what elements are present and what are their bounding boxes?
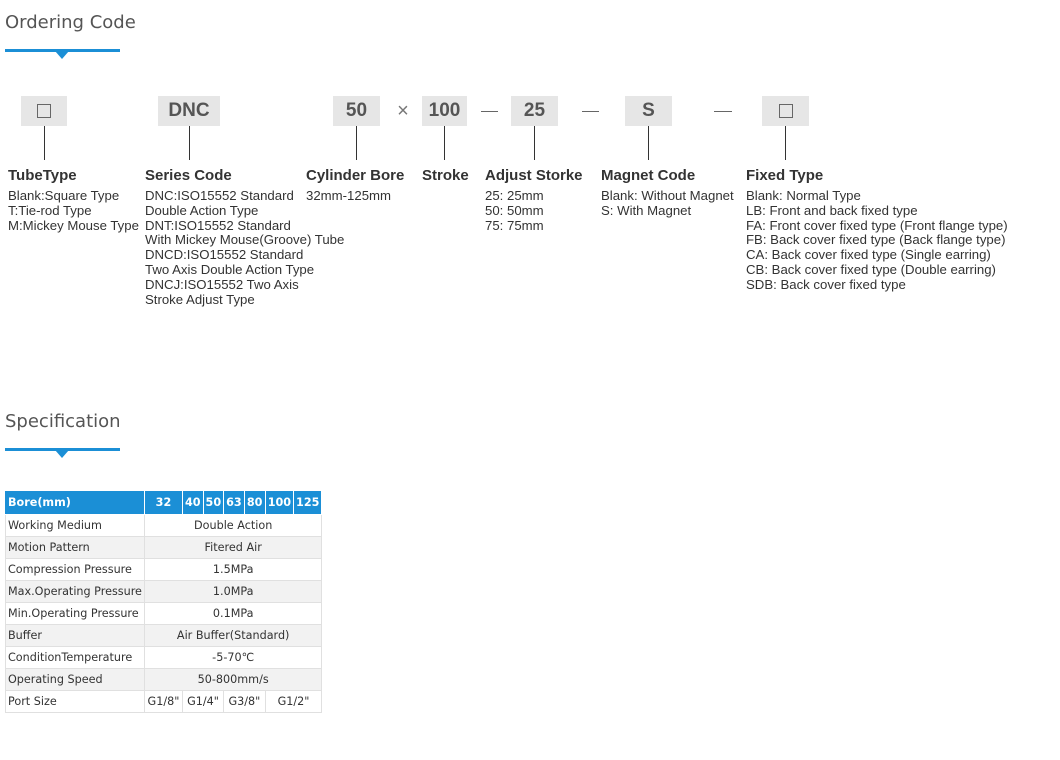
port-size-value: G1/2" xyxy=(265,691,322,713)
column-heading: Series Code xyxy=(145,167,232,184)
column-heading: Cylinder Bore xyxy=(306,167,405,184)
port-size-value: G1/8" xyxy=(144,691,182,713)
row-value: Fitered Air xyxy=(144,537,321,559)
dash-separator xyxy=(582,111,599,112)
bore-header-cell: 40 xyxy=(182,491,203,515)
fixed-type-column xyxy=(746,167,1008,293)
row-label: Working Medium xyxy=(6,515,145,537)
column-line: Two Axis Double Action Type xyxy=(145,261,315,277)
row-label: Max.Operating Pressure xyxy=(6,581,145,603)
connector-line xyxy=(356,126,357,160)
table-row xyxy=(6,515,322,537)
bore-header-cell: 32 xyxy=(144,491,182,515)
column-line: M:Mickey Mouse Type xyxy=(8,217,139,233)
table-row xyxy=(6,669,322,691)
table-row xyxy=(6,647,322,669)
port-size-value: G3/8" xyxy=(224,691,266,713)
specification-table xyxy=(5,490,322,713)
blank-square-icon xyxy=(779,104,793,118)
ordering-code-arrow-icon xyxy=(55,51,69,59)
column-line: Blank:Square Type xyxy=(8,188,120,203)
blank-square-icon xyxy=(37,104,51,118)
column-line: Blank: Normal Type xyxy=(746,188,861,203)
row-label: Compression Pressure xyxy=(6,559,145,581)
row-value: -5-70℃ xyxy=(144,647,321,669)
column-line: 25: 25mm xyxy=(485,188,544,203)
table-row xyxy=(6,537,322,559)
column-line: S: With Magnet xyxy=(601,202,692,218)
port-size-value: G1/4" xyxy=(182,691,223,713)
table-row xyxy=(6,603,322,625)
specification-arrow-icon xyxy=(55,450,69,458)
connector-line xyxy=(44,126,45,160)
row-label: Port Size xyxy=(6,691,145,713)
row-value: 1.5MPa xyxy=(144,559,321,581)
table-header-row xyxy=(6,491,322,515)
column-heading: Adjust Storke xyxy=(485,167,583,184)
adjust-stroke-column xyxy=(485,167,583,233)
bore-header-cell: 100 xyxy=(265,491,293,515)
specification-title: Specification xyxy=(5,411,121,432)
cylinder-bore-column xyxy=(306,167,404,204)
bore-box: 50 xyxy=(333,96,380,126)
column-heading: Fixed Type xyxy=(746,167,824,184)
tube-type-column xyxy=(8,167,139,233)
column-line: FB: Back cover fixed type (Back flange type) xyxy=(746,232,1006,248)
column-line: 50: 50mm xyxy=(485,202,544,218)
row-value: Double Action xyxy=(144,515,321,537)
bore-header-cell: 125 xyxy=(294,491,322,515)
row-label: Motion Pattern xyxy=(6,537,145,559)
column-heading: TubeType xyxy=(8,167,77,184)
dash-separator xyxy=(714,111,732,112)
bore-header-cell: 50 xyxy=(203,491,224,515)
column-line: DNCJ:ISO15552 Two Axis xyxy=(145,276,299,292)
connector-line xyxy=(444,126,445,160)
adjust-box: 25 xyxy=(511,96,558,126)
table-row xyxy=(6,581,322,603)
table-row xyxy=(6,691,322,713)
column-line: With Mickey Mouse(Groove) Tube xyxy=(145,232,345,248)
connector-line xyxy=(785,126,786,160)
series-code-box: DNC xyxy=(158,96,220,126)
column-line: FA: Front cover fixed type (Front flange type) xyxy=(746,217,1008,233)
dash-separator xyxy=(481,111,498,112)
bore-header: Bore(mm) xyxy=(6,491,145,515)
row-value: 1.0MPa xyxy=(144,581,321,603)
column-line: CB: Back cover fixed type (Double earring) xyxy=(746,261,996,277)
ordering-code-title: Ordering Code xyxy=(5,12,136,33)
row-value: Air Buffer(Standard) xyxy=(144,625,321,647)
column-line: T:Tie-rod Type xyxy=(8,202,92,218)
column-line: Blank: Without Magnet xyxy=(601,188,734,203)
table-row xyxy=(6,559,322,581)
stroke-column xyxy=(422,167,469,189)
connector-line xyxy=(189,126,190,160)
magnet-code-column xyxy=(601,167,734,219)
column-heading: Stroke xyxy=(422,167,469,184)
column-line: LB: Front and back fixed type xyxy=(746,202,918,218)
magnet-box: S xyxy=(625,96,672,126)
row-label: ConditionTemperature xyxy=(6,647,145,669)
tube-type-box xyxy=(21,96,67,126)
row-value: 0.1MPa xyxy=(144,603,321,625)
column-line: CA: Back cover fixed type (Single earring) xyxy=(746,247,991,263)
row-label: Operating Speed xyxy=(6,669,145,691)
column-line: DNCD:ISO15552 Standard xyxy=(145,247,304,263)
column-line: SDB: Back cover fixed type xyxy=(746,276,906,292)
table-row xyxy=(6,625,322,647)
fixed-type-box xyxy=(762,96,809,126)
row-label: Buffer xyxy=(6,625,145,647)
column-line: DNT:ISO15552 Standard xyxy=(145,217,291,233)
column-line: 32mm-125mm xyxy=(306,188,392,203)
times-separator: × xyxy=(397,99,409,122)
row-label: Min.Operating Pressure xyxy=(6,603,145,625)
column-line: 75: 75mm xyxy=(485,217,544,233)
stroke-box: 100 xyxy=(422,96,467,126)
bore-header-cell: 63 xyxy=(224,491,245,515)
column-heading: Magnet Code xyxy=(601,167,696,184)
bore-header-cell: 80 xyxy=(244,491,265,515)
connector-line xyxy=(534,126,535,160)
connector-line xyxy=(648,126,649,160)
row-value: 50-800mm/s xyxy=(144,669,321,691)
column-line: Stroke Adjust Type xyxy=(145,291,255,307)
column-line: DNC:ISO15552 Standard xyxy=(145,188,294,203)
column-line: Double Action Type xyxy=(145,202,259,218)
